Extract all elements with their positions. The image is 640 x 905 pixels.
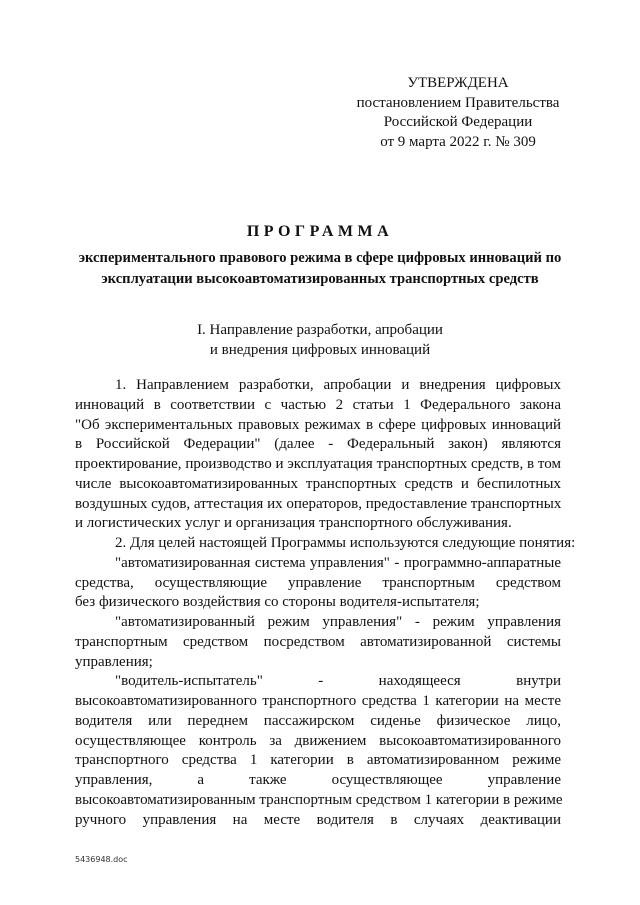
body-line: воздушных судов, аттестация их операторов, предоставление транспортных (75, 495, 562, 512)
body-line: 1. Направлением разработки, апробации и внедрения цифровых (115, 377, 561, 393)
file-name-footer: 5436948.doc (75, 855, 128, 864)
body-line: высокоавтоматизированным транспортным средством 1 категории в режиме (75, 791, 563, 808)
section-heading-line-2: и внедрения цифровых инноваций (209, 342, 431, 358)
body-line: средства, осуществляющие управление транспортным средством (75, 574, 561, 591)
body-line: водителя или переднем пассажирском сиденье физическое лицо, (75, 712, 561, 729)
body-line: инноваций в соответствии с частью 2 статьи 1 Федерального закона (75, 396, 561, 413)
document-body (75, 376, 576, 830)
body-line: "водитель-испытатель" - находящееся внутри (115, 673, 561, 690)
document-subtitle (0, 248, 640, 290)
body-line: проектирование, производство и эксплуатация транспортных средств, в том (75, 456, 561, 472)
section-heading-line-1: I. Направление разработки, апробации (197, 322, 443, 338)
document-title: ПРОГРАММА (246, 223, 394, 240)
approval-block (340, 74, 576, 152)
approval-line-decree: постановлением Правительства (356, 94, 560, 111)
body-line: "автоматизированная система управления" - программно-аппаратные (115, 554, 561, 571)
subtitle-line-1: экспериментального правового режима в сфере цифровых инноваций по (78, 250, 562, 266)
body-line: и логистических услуг и организация транспортного обслуживания. (75, 515, 512, 532)
body-line: числе высокоавтоматизированных транспортных средств и беспилотных (75, 475, 561, 492)
body-line: ручного управления на месте водителя в случаях деактивации (75, 811, 561, 828)
body-line: без физического воздействия со стороны водителя-испытателя; (75, 594, 480, 611)
body-line: транспортным средством посредством автоматизированной системы (75, 633, 561, 650)
section-heading (0, 320, 640, 360)
approval-heading: УТВЕРЖДЕНА (407, 75, 509, 91)
body-line: "автоматизированный режим управления" - режим управления (115, 614, 561, 630)
subtitle-line-2: эксплуатации высокоавтоматизированных транспортных средств (101, 271, 539, 287)
body-line: в Российской Федерации" (далее - Федеральный закон) являются (75, 436, 561, 453)
approval-line-date-number: от 9 марта 2022 г. № 309 (380, 133, 536, 150)
body-line: высокоавтоматизированного транспортного средства 1 категории на месте (75, 693, 561, 709)
body-line: 2. Для целей настоящей Программы используются следующие понятия: (115, 535, 576, 551)
approval-line-federation: Российской Федерации (383, 114, 533, 130)
body-line: управления, а также осуществляющее управление (75, 772, 561, 788)
body-line: управления; (75, 653, 153, 670)
body-line: "Об экспериментальных правовых режимах в сфере цифровых инноваций (75, 416, 561, 433)
body-line: транспортного средства 1 категории в автоматизированном режиме (75, 752, 561, 769)
body-line: осуществляющее контроль за движением высокоавтоматизированного (75, 732, 561, 749)
